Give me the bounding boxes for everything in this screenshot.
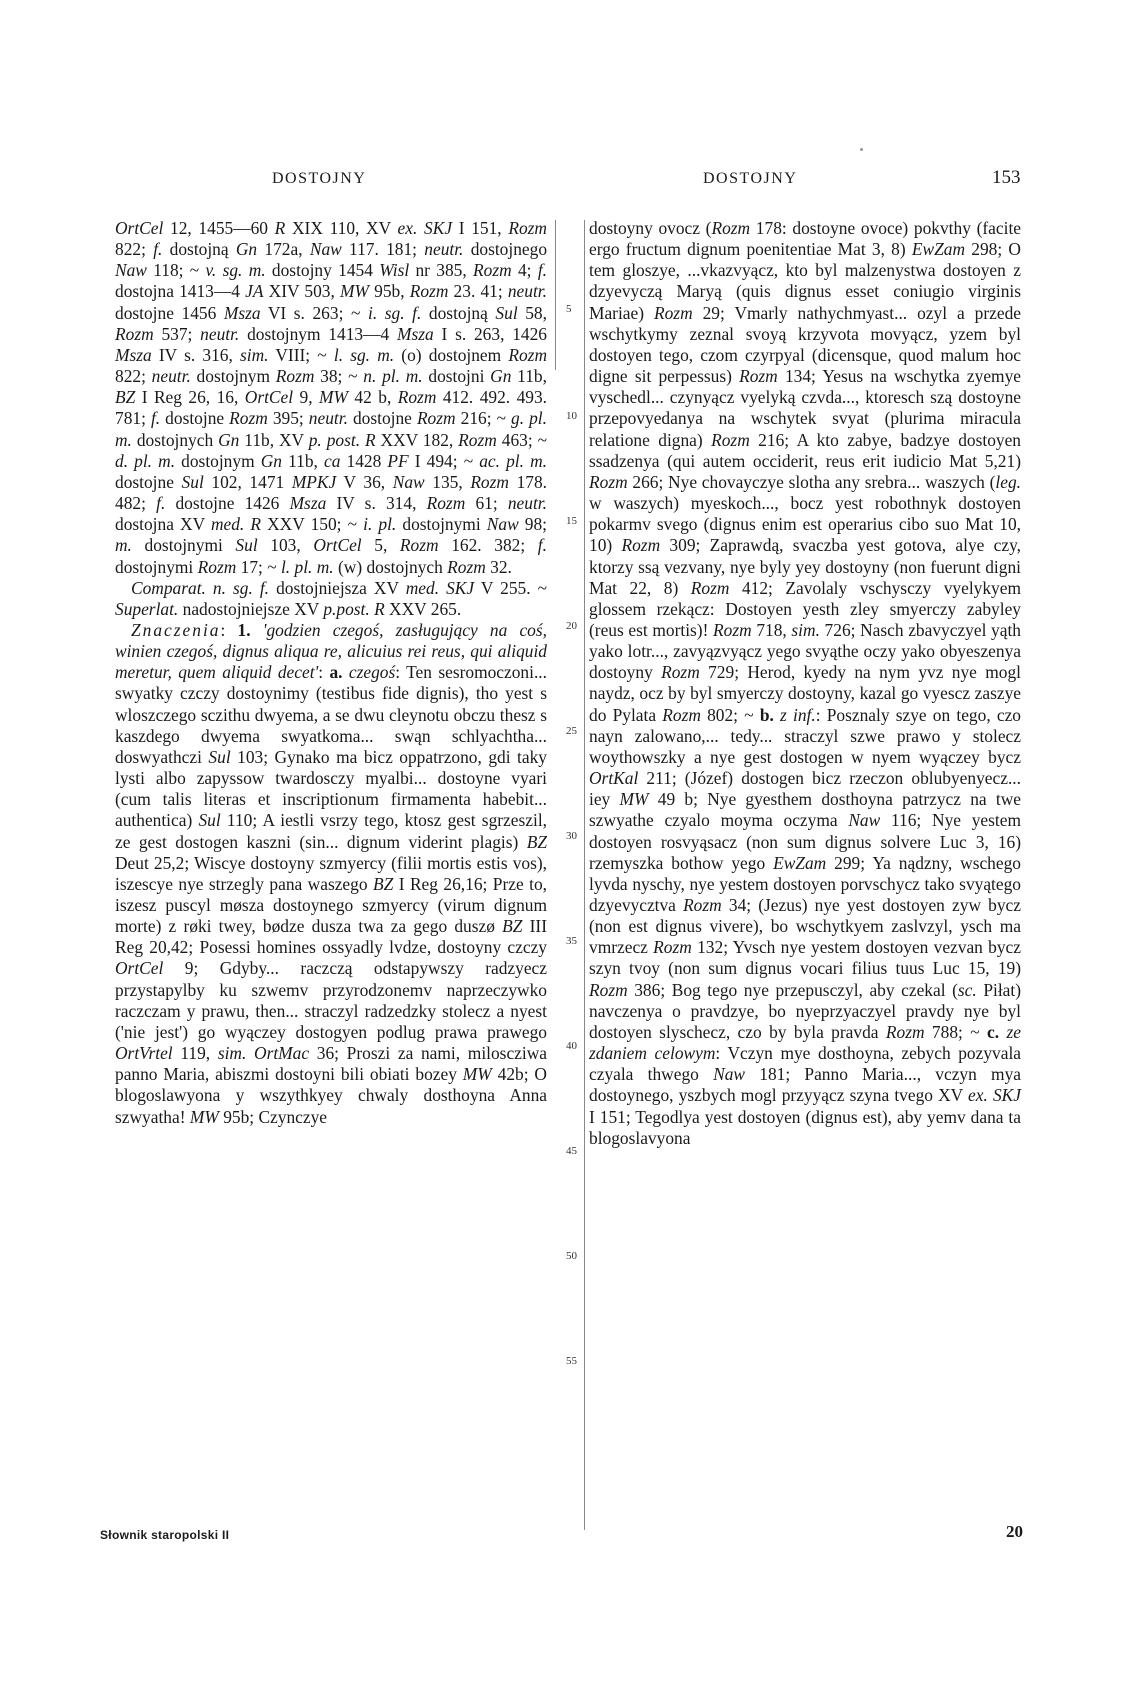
meanings-paragraph: Znaczenia: 1. 'godzien czegoś, zasługujący na coś, winien czegoś, dignus aliqua re, alicuius rei reus, qui aliquid meretur, quem aliquid decet': a. czegoś: Ten sesromoczoni... swyatky czczy dostoynimy (testibus fide dignis), tho yest s wloszczego sczithu dwyema, a se dwu cleynotu obczu thesz s kaszdego dwyema swyatkoma... swąn schlyachtha... doswyathczi Sul 103; Gynako ma bicz oppatrzono, gdi taky lysti albo zapyssow twardosczy myalbi... dostoyne vyari (cum talis literas et inscriptionum firmamenta habebit... authentica) Sul 110; A iestli vsrzy tego, ktosz gest sgrzeszil, ze gest dostogen kaszni (sin... dignum viderint plagis) BZ Deut 25,2; Wiscye dostoyny szmyercy (filii mortis estis vos), iszescye nye strzegly pana waszego BZ I Reg 26,16; Prze to, iszesz puscyl møsza dostoynego szmyercy (virum dignum morte) z røki twey, bødze dusza twa za gego duszø BZ III Reg 20,42; Posessi homines ossyadly lvdze, dostoyny czczy OrtCel 9; Gdyby... raczczą odstapywszy radzyecz przystapylby ku szwemv przyrodzonemv naprzeczywko raczczam y prawu, then... straczyl radzedzky stolecz a nyest ('nie jest') go wyączey dostogyen podlug prawa prawego OrtVrtel 119, sim. OrtMac 36; Proszi za nami, miloscziwa panno Maria, abiszmi dostoyni bili obiati bozey MW 42b; O blogoslawyona y wszythkyey chwaly dosthoyna Anna szwyatha! MW 95b; Czynczye <box>115 619 547 1127</box>
line-number: 20 <box>566 620 577 632</box>
print-speck <box>860 148 863 151</box>
line-number: 45 <box>566 1145 577 1157</box>
printer-signature: Słownik staropolski II <box>100 1528 230 1542</box>
line-number: 30 <box>566 830 577 842</box>
column-rule-left <box>555 220 556 370</box>
inflection-paragraph: OrtCel 12, 1455—60 R XIX 110, XV ex. SKJ I 151, Rozm 822; f. dostojną Gn 172a, Naw 117. 181; neutr. dostojnego Naw 118; ~ v. sg. m. dostojny 1454 Wisl nr 385, Rozm 4; f. dostojna 1413—4 JA XIV 503, MW 95b, Rozm 23. 41; neutr. dostojne 1456 Msza VI s. 263; ~ i. sg. f. dostojną Sul 58, Rozm 537; neutr. dostojnym 1413—4 Msza I s. 263, 1426 Msza IV s. 316, sim. VIII; ~ l. sg. m. (o) dostojnem Rozm 822; neutr. dostojnym Rozm 38; ~ n. pl. m. dostojni Gn 11b, BZ I Reg 26, 16, OrtCel 9, MW 42 b, Rozm 412. 492. 493. 781; f. dostojne Rozm 395; neutr. dostojne Rozm 216; ~ g. pl. m. dostojnych Gn 11b, XV p. post. R XXV 182, Rozm 463; ~ d. pl. m. dostojnym Gn 11b, ca 1428 PF I 494; ~ ac. pl. m. dostojne Sul 102, 1471 MPKJ V 36, Naw 135, Rozm 178. 482; f. dostojne 1426 Msza IV s. 314, Rozm 61; neutr. dostojna XV med. R XXV 150; ~ i. pl. dostojnymi Naw 98; m. dostojnymi Sul 103, OrtCel 5, Rozm 162. 382; f. dostojnymi Rozm 17; ~ l. pl. m. (w) dostojnych Rozm 32. <box>115 218 548 577</box>
citations-paragraph: dostoyny ovocz (Rozm 178: dostoyne ovoce) pokvthy (facite ergo fructum dignum poenitentiae Mat 3, 8) EwZam 298; O tem gloszye, ...vkazvyącz, kto byl malzenystwa dostoyen z dzyevyczą Maryą (quis dignus esset coniugio virginis Mariae) Rozm 29; Vmarly nathychmyast... ozyl a przede wschytkymy zeznal svoyą krzyvota movyącz, yzem byl dostoyen tego, czom czyrpyal (dicensque, quod malum hoc digne sit perpessus) Rozm 134; Yesus na wschytka zyemye vyschedl... czynyącz vyelyką czvda..., ktoresch szą dostoyne przepovyedanya na wschytek svyat (plurima miracula relatione digna) Rozm 216; A kto zabye, badzye dostoyen ssadzenya (qui autem occiderit, reus erit iudicio Mat 5,21) Rozm 266; Nye chovayczye slotha any srebra... waszych (leg. w waszych) myeskoch..., bocz yest robothnyk dostoyen pokarmv svego (dignus enim est operarius cibo suo Mat 10, 10) Rozm 309; Zaprawdą, svaczba yest gotova, alye czy, ktorzy ssą vezvany, nye byly yey dostoyny (non fuerunt digni Mat 22, 8) Rozm 412; Zavolaly vschysczy vyelykyem glossem rzekącz: Dostoyen yesth zley smyerczy zabyley (reus est mortis)! Rozm 718, sim. 726; Nasch zbavyczyel yąth yako lotr..., zavyązvyącz yego svyąthe oczy yako obyeszenya dostoyny Rozm 729; Herod, kyedy na nym yvz nye mogl naydz, ocz by byl smyerczy dostoyny, kazal go vyescz zaszye do Pylata Rozm 802; ~ b. z inf.: Posznaly szye on tego, czo nayn zalowano,... tedy... straczyl szwe prawo y stolecz woythowszky a nye gest dostogen w nyem wyączey bycz OrtKal 211; (Józef) dostogen bicz rzeczon oblubyenyecz... iey MW 49 b; Nye gyesthem dosthoyna patrzycz na twe szwyathe czyalo moyma oczyma Naw 116; Nye yestem dostoyen rosvyąsacz (non sum dignus solvere Luc 3, 16) rzemyszka bothow yego EwZam 299; Ya nądzny, wschego lyvda nyschy, nye yestem dostoyen porvschycz tako svyątego dzyevycztva Rozm 34; (Jezus) nye yest dostoyen zyw bycz (non est dignus vivere), bo wschytkyem zaslvzyl, ysch ma vmrzecz Rozm 132; Yvsch nye yestem dostoyen vezvan bycz szyn tvoy (non sum dignus vocari filius tuus Luc 15, 19) Rozm 386; Bog tego nye przepusczyl, aby czekal (sc. Piłat) navczenya o pravdzye, bo nyeprzyaczyel pravdy nye byl dostoyen slyschecz, czo by byla pravda Rozm 788; ~ c. ze zdaniem celowym: Vczyn mye dosthoyna, zebych pozyvala czyala thwego Naw 181; Panno Maria..., vczyn mya dostoynego, yszbych mogl przyyącz szyna tvego XV ex. SKJ I 151; Tegodlya yest dostoyen (dignus est), aby yemv dana ta blogoslavyona <box>589 218 1022 1148</box>
line-number: 10 <box>566 410 577 422</box>
line-number: 40 <box>566 1040 577 1052</box>
line-number: 35 <box>566 935 577 947</box>
line-number: 50 <box>566 1250 577 1262</box>
running-head-left: DOSTOJNY <box>272 170 367 187</box>
comparative-paragraph: Comparat. n. sg. f. dostojniejsza XV med. SKJ V 255. ~ Superlat. nadostojniejsze XV p.post. R XXV 265. <box>115 577 547 619</box>
line-number: 5 <box>566 303 572 315</box>
page-number: 153 <box>992 167 1021 188</box>
column-rule-right <box>584 220 585 1530</box>
line-number: 55 <box>566 1355 577 1367</box>
sheet-number: 20 <box>1006 1522 1023 1541</box>
line-number: 25 <box>566 725 577 737</box>
line-number: 15 <box>566 515 577 527</box>
running-head-center: DOSTOJNY <box>703 170 798 187</box>
right-column <box>589 218 1021 1149</box>
left-column <box>115 218 547 1128</box>
